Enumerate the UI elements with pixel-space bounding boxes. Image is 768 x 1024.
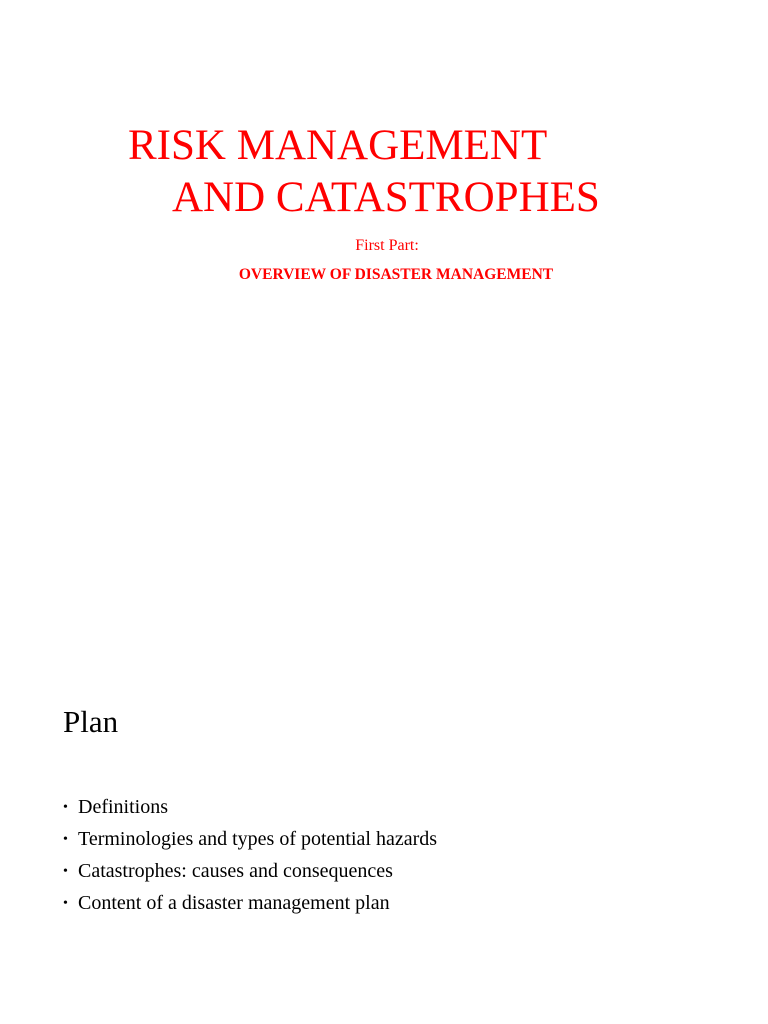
plan-heading: Plan	[63, 704, 119, 739]
bullet-icon: •	[63, 832, 68, 847]
list-item-label: Definitions	[78, 796, 168, 818]
plan-slide	[0, 660, 768, 1024]
title-line-2: AND CATASTROPHES	[172, 174, 600, 221]
list-item-label: Content of a disaster management plan	[78, 892, 390, 914]
list-item	[63, 823, 437, 855]
list-item	[63, 791, 437, 823]
subtitle-heading: OVERVIEW OF DISASTER MANAGEMENT	[238, 266, 554, 283]
bullet-icon: •	[63, 896, 68, 911]
list-item-label: Catastrophes: causes and consequences	[78, 860, 393, 882]
list-item-label: Terminologies and types of potential hazards	[78, 828, 438, 850]
list-item	[63, 855, 437, 887]
list-item	[63, 887, 437, 919]
bullet-icon: •	[63, 864, 68, 879]
title-line-1: RISK MANAGEMENT	[128, 122, 548, 169]
subtitle-label: First Part:	[355, 237, 419, 254]
plan-list	[63, 791, 437, 919]
bullet-icon: •	[63, 800, 68, 815]
